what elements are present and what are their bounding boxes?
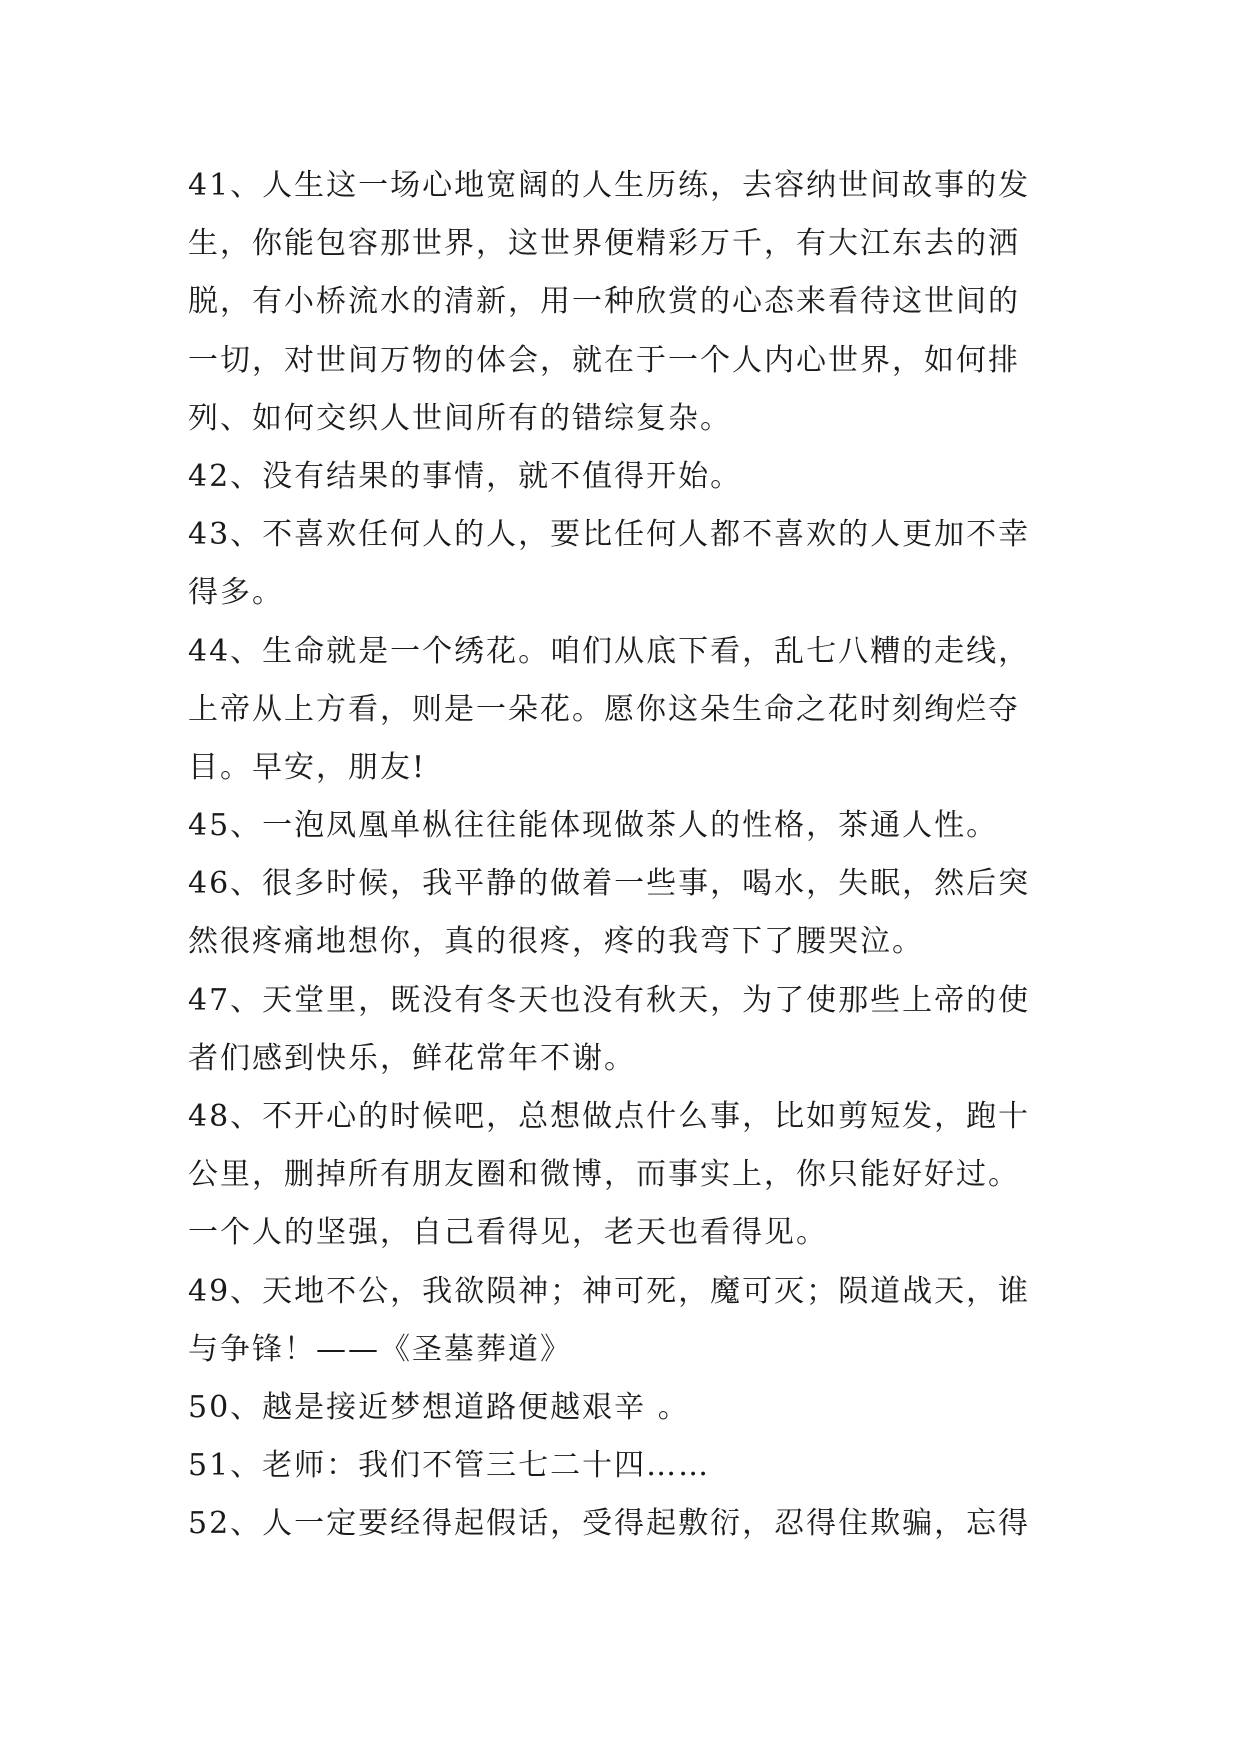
text-line: 脱，有小桥流水的清新，用一种欣赏的心态来看待这世间的	[188, 284, 1020, 320]
text-line: 一个人的坚强，自己看得见，老天也看得见。	[188, 1215, 828, 1251]
text-line: 目。早安，朋友!	[188, 749, 427, 785]
text-line: 44、生命就是一个绣花。咱们从底下看，乱七八糟的走线，	[188, 633, 1031, 669]
text-line: 42、没有结果的事情，就不值得开始。	[188, 458, 743, 494]
text-line: 45、一泡凤凰单枞往往能体现做茶人的性格，茶通人性。	[188, 808, 999, 844]
text-line: 一切，对世间万物的体会，就在于一个人内心世界，如何排	[188, 342, 1020, 378]
document-body	[188, 157, 1068, 1554]
text-line: 得多。	[188, 575, 284, 611]
text-line: 与争锋！——《圣墓葬道》	[188, 1331, 572, 1367]
text-line: 者们感到快乐，鲜花常年不谢。	[188, 1040, 636, 1076]
text-line: 52、人一定要经得起假话，受得起敷衍，忍得住欺骗，忘得	[188, 1506, 1031, 1542]
text-line: 48、不开心的时候吧，总想做点什么事，比如剪短发，跑十	[188, 1099, 1031, 1134]
text-line: 46、很多时候，我平静的做着一些事，喝水，失眠，然后突	[188, 866, 1031, 902]
text-line: 51、老师：我们不管三七二十四……	[188, 1448, 711, 1484]
text-line: 然很疼痛地想你，真的很疼，疼的我弯下了腰哭泣。	[188, 924, 924, 960]
text-line: 公里，删掉所有朋友圈和微博，而事实上，你只能好好过。	[188, 1157, 1020, 1193]
text-line: 49、天地不公，我欲陨神；神可死，魔可灭；陨道战天，谁	[188, 1273, 1031, 1309]
text-line: 43、不喜欢任何人的人，要比任何人都不喜欢的人更加不幸	[188, 517, 1031, 553]
text-line: 生，你能包容那世界，这世界便精彩万千，有大江东去的洒	[188, 226, 1020, 262]
text-line: 41、人生这一场心地宽阔的人生历练，去容纳世间故事的发	[188, 168, 1031, 203]
text-line: 50、越是接近梦想道路便越艰辛 。	[188, 1389, 690, 1425]
text-line: 47、天堂里，既没有冬天也没有秋天，为了使那些上帝的使	[188, 982, 1031, 1018]
text-line: 上帝从上方看，则是一朵花。愿你这朵生命之花时刻绚烂夺	[188, 691, 1020, 727]
text-line: 列、如何交织人世间所有的错综复杂。	[188, 400, 732, 436]
